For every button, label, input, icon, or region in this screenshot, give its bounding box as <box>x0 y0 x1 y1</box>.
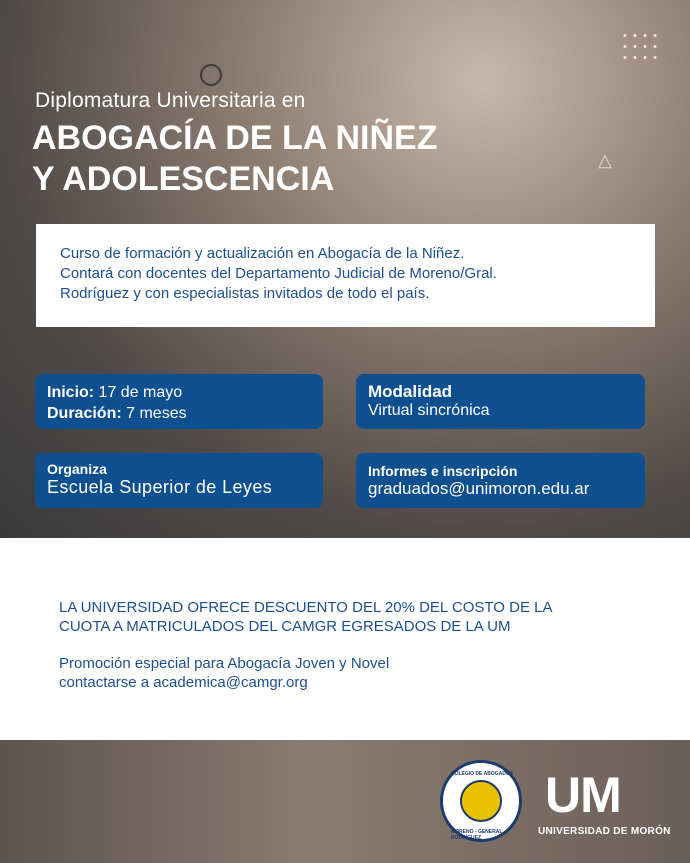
seal-emblem-icon <box>460 780 502 822</box>
title-line-1: ABOGACÍA DE LA NIÑEZ <box>32 119 438 157</box>
course-subtitle: Diplomatura Universitaria en <box>35 89 306 112</box>
promo-section <box>0 538 690 740</box>
triangle-outline-icon: △ <box>598 150 612 170</box>
dates-card <box>35 374 323 429</box>
modality-value: Virtual sincrónica <box>368 402 490 419</box>
description-line: Contará con docentes del Departamento Judicial de Moreno/Gral. <box>60 265 497 282</box>
organizer-label: Organiza <box>47 461 107 477</box>
description-line: Rodríguez y con especialistas invitados de todo el país. <box>60 285 430 302</box>
course-title <box>32 118 437 200</box>
discount-text: LA UNIVERSIDAD OFRECE DESCUENTO DEL 20% DEL COSTO DE LA CUOTA A MATRICULADOS DEL CAMGR EGRESADOS DE LA UM <box>59 599 553 635</box>
contact-label: Informes e inscripción <box>368 463 518 479</box>
colegio-abogados-logo: COLEGIO DE ABOGADOS MORENO - GENERAL RODRÍGUEZ <box>440 760 522 842</box>
contact-card <box>356 453 645 508</box>
um-logo-name: UNIVERSIDAD DE MORÓN <box>538 826 671 837</box>
organizer-value: Escuela Superior de Leyes <box>47 477 273 497</box>
um-logo: UM <box>545 767 621 823</box>
title-line-2: Y ADOLESCENCIA <box>32 160 335 198</box>
circle-outline-icon <box>200 64 222 86</box>
start-date: Inicio: 17 de mayo <box>47 384 183 401</box>
modality-label: Modalidad <box>368 382 453 401</box>
organizer-card <box>35 453 323 508</box>
description-line: Curso de formación y actualización en Abogacía de la Niñez. <box>60 245 465 262</box>
contact-email[interactable]: graduados@unimoron.edu.ar <box>368 479 590 498</box>
dot-grid-icon <box>620 30 660 64</box>
description-box <box>36 224 655 327</box>
modality-card <box>356 374 645 429</box>
special-promo-text: Promoción especial para Abogacía Joven y Novel contactarse a academica@camgr.org <box>59 655 390 691</box>
duration: Duración: 7 meses <box>47 405 187 422</box>
